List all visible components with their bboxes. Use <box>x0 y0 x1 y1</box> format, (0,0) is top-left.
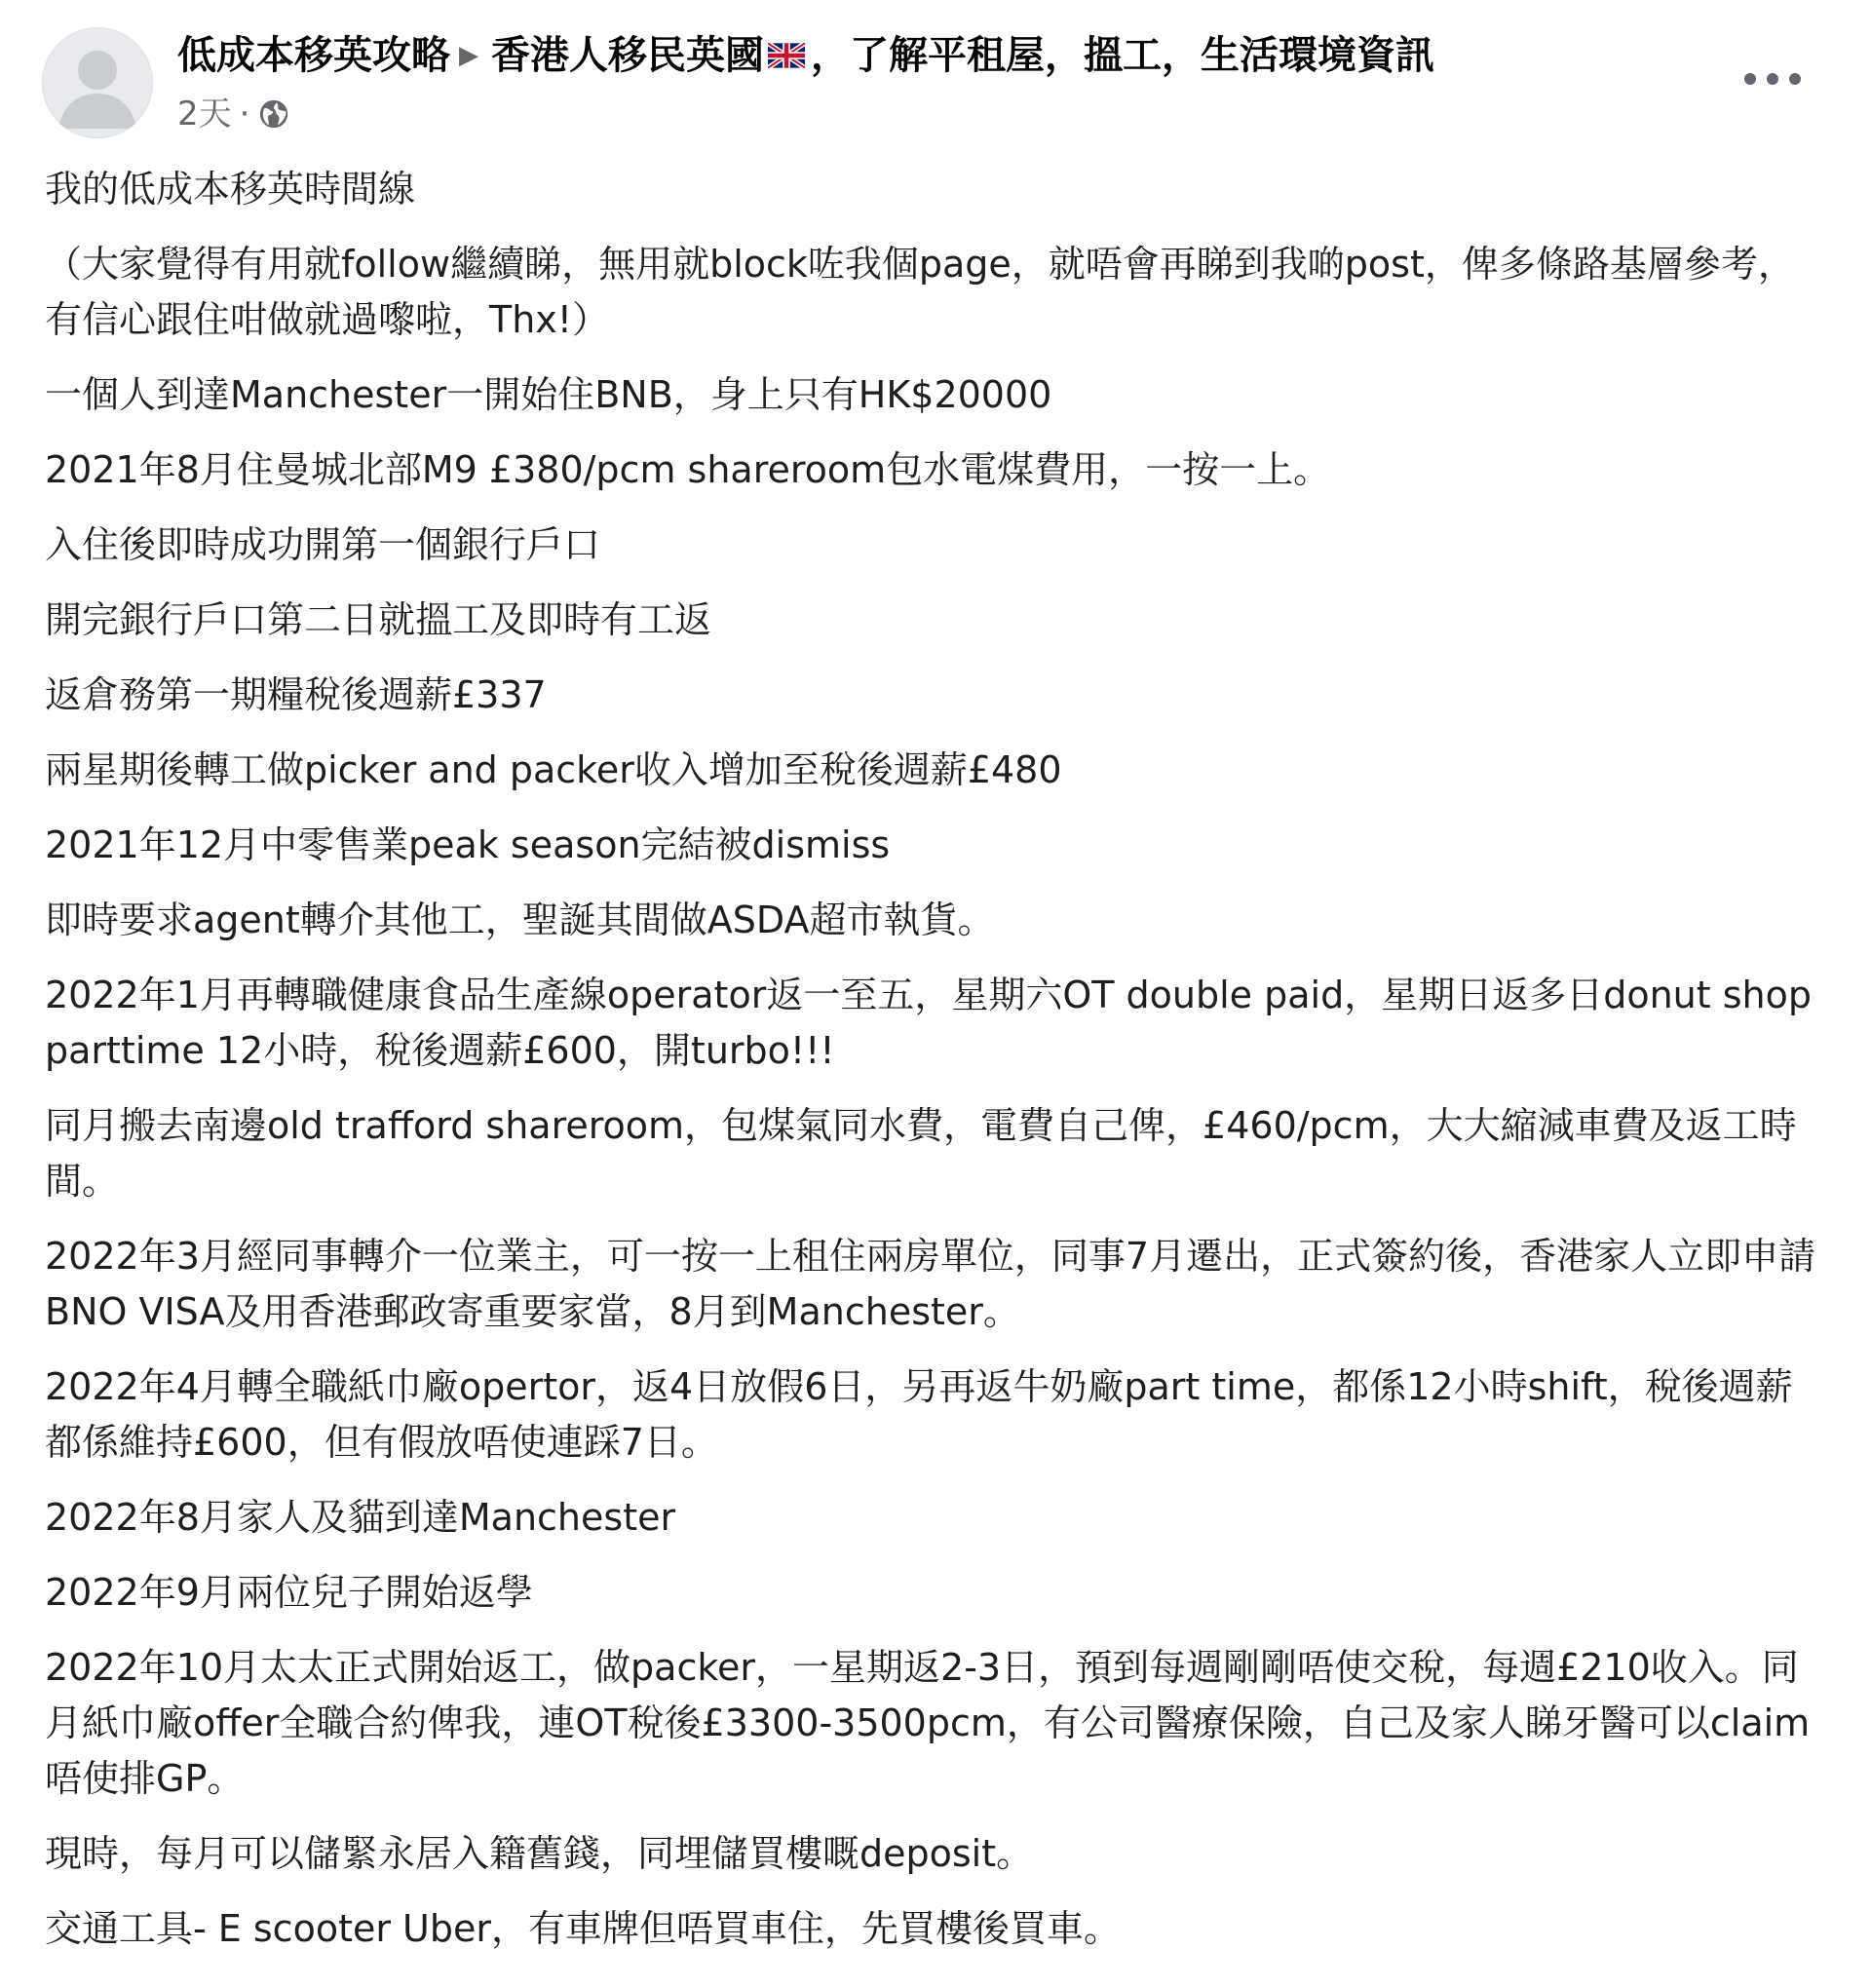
caret-right-icon: ▶ <box>459 41 478 70</box>
profile-avatar-icon[interactable] <box>42 27 153 138</box>
dot <box>1767 73 1778 85</box>
post-paragraph: 即時要求agent轉介其他工，聖誕其間做ASDA超市執貨。 <box>45 898 995 941</box>
group-name-link[interactable]: 香港人移民英國 <box>491 33 764 78</box>
post-paragraph: 2022年1月再轉職健康食品生產線operator返一至五，星期六OT double paid，星期日返多日donut shop parttime 12小時，稅後週薪£600，開turbo!!! <box>45 974 1812 1072</box>
post-header <box>177 29 1434 82</box>
meta-separator: · <box>239 95 250 134</box>
post-timestamp[interactable]: 2天 <box>177 95 232 134</box>
post-paragraph: 2021年12月中零售業peak season完結被dismiss <box>45 823 891 866</box>
post-paragraph: 兩星期後轉工做picker and packer收入增加至稅後週薪£480 <box>45 748 1062 791</box>
post-paragraph: 入住後即時成功開第一個銀行戶口 <box>45 523 601 566</box>
post-paragraph: 2022年4月轉全職紙巾廠opertor，返4日放假6日，另再返牛奶廠part time，都係12小時shift，稅後週薪都係維持£600，但有假放唔使連踩7日。 <box>45 1365 1793 1464</box>
post-text <box>45 162 1828 1976</box>
post-paragraph: 2022年10月太太正式開始返工，做packer，一星期返2-3日，預到每週剛剛唔使交稅，每週£210收入。同月紙巾廠offer全職合約俾我，連OT稅後£3300-3500pcm，有公司醫療保險，自己及家人睇牙醫可以claim唔使排GP。 <box>45 1646 1811 1800</box>
uk-flag-icon <box>768 43 805 68</box>
post-meta <box>177 93 290 135</box>
post-paragraph: 我的低成本移英時間線 <box>45 168 416 210</box>
globe-icon[interactable] <box>257 97 290 131</box>
dot <box>1789 73 1801 85</box>
post-paragraph: （大家覺得有用就follow繼續睇，無用就block咗我個page，就唔會再睇到我啲post，俾多條路基層參考，有信心跟住咁做就過嚟啦，Thx!） <box>45 243 1795 341</box>
post-paragraph: 返倉務第一期糧稅後週薪£337 <box>45 673 547 716</box>
more-options-icon[interactable] <box>1744 57 1801 101</box>
post-paragraph: 2022年9月兩位兒子開始返學 <box>45 1571 533 1614</box>
post-paragraph: 同月搬去南邊old trafford shareroom，包煤氣同水費，電費自己俾，£460/pcm，大大縮減車費及返工時間。 <box>45 1104 1797 1203</box>
post-paragraph: 2022年8月家人及貓到達Manchester <box>45 1496 676 1539</box>
post-paragraph: 開完銀行戶口第二日就搵工及即時有工返 <box>45 598 712 641</box>
post-paragraph: 現時，每月可以儲緊永居入籍舊錢，同埋儲買樓嘅deposit。 <box>45 1832 1034 1875</box>
post-paragraph: 2022年3月經同事轉介一位業主，可一按一上租住兩房單位，同事7月遷出，正式簽約後，香港家人立即申請BNO VISA及用香港郵政寄重要家當，8月到Manchester。 <box>45 1235 1816 1333</box>
dot <box>1744 73 1756 85</box>
post-paragraph: 交通工具- E scooter Uber，有車牌但唔買車住，先買樓後買車。 <box>45 1907 1121 1950</box>
post-paragraph: 2021年8月住曼城北部M9 £380/pcm shareroom包水電煤費用，一按一上。 <box>45 448 1331 491</box>
group-description[interactable]: ，了解平租屋，搵工，生活環境資訊 <box>811 33 1434 78</box>
post-paragraph: 一個人到達Manchester一開始住BNB，身上只有HK$20000 <box>45 373 1052 416</box>
page-name-link[interactable]: 低成本移英攻略 <box>177 33 450 78</box>
